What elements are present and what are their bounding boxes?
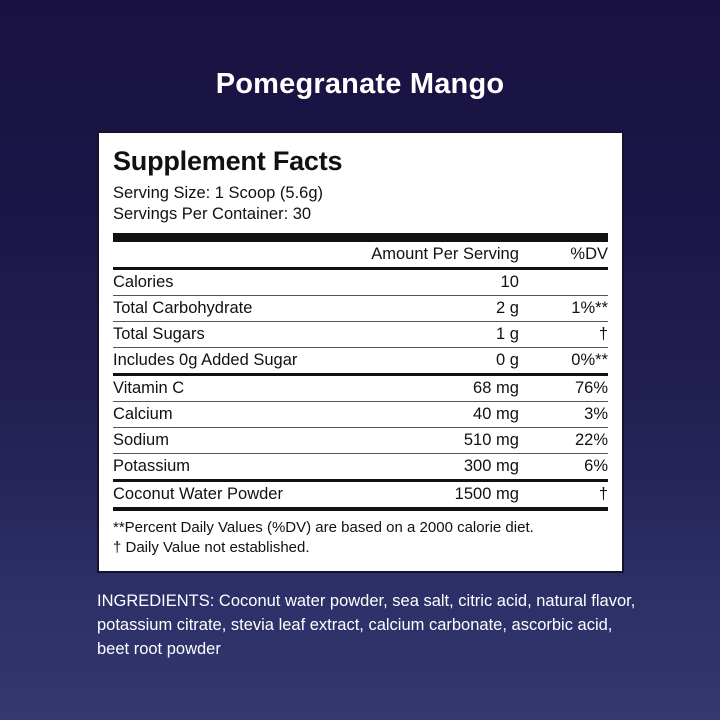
table-row	[113, 269, 608, 296]
table-row	[113, 481, 608, 508]
nutrient-name: Potassium	[113, 454, 370, 481]
page-title: Pomegranate Mango	[215, 68, 505, 100]
nutrient-amount: 1 g	[370, 322, 519, 348]
nutrient-dv: 76%	[519, 375, 608, 402]
nutrient-dv: 0%**	[519, 348, 608, 375]
table-row	[113, 296, 608, 322]
header-amount-per-serving: Amount Per Serving	[371, 245, 519, 264]
nutrient-name: Includes 0g Added Sugar	[113, 348, 370, 375]
nutrient-amount: 510 mg	[370, 428, 519, 454]
nutrient-name: Coconut Water Powder	[113, 481, 370, 508]
table-row	[113, 454, 608, 481]
nutrition-table	[113, 242, 608, 507]
nutrient-dv	[519, 269, 608, 296]
servings-per-container: Servings Per Container: 30	[113, 205, 312, 224]
footnotes	[113, 511, 608, 559]
nutrient-amount: 2 g	[370, 296, 519, 322]
divider-thick	[113, 233, 608, 242]
supplement-facts-panel	[97, 131, 624, 573]
table-row	[113, 402, 608, 428]
nutrient-dv: 6%	[519, 454, 608, 481]
nutrition-table-body	[113, 242, 608, 507]
nutrient-amount: 1500 mg	[370, 481, 519, 508]
table-row	[113, 375, 608, 402]
nutrient-dv: †	[519, 481, 608, 508]
table-row	[113, 348, 608, 375]
table-row	[113, 322, 608, 348]
nutrient-amount: 0 g	[370, 348, 519, 375]
header-blank	[113, 242, 370, 269]
nutrient-dv: †	[519, 322, 608, 348]
nutrient-dv: 1%**	[519, 296, 608, 322]
table-header-row	[113, 242, 608, 269]
panel-title: Supplement Facts	[113, 146, 343, 176]
footnote-percent-daily-value: **Percent Daily Values (%DV) are based on a 2000 calorie diet.	[113, 519, 534, 537]
nutrient-amount: 10	[370, 269, 519, 296]
serving-size: Serving Size: 1 Scoop (5.6g)	[113, 183, 324, 202]
nutrient-dv: 3%	[519, 402, 608, 428]
nutrient-amount: 68 mg	[370, 375, 519, 402]
header-dv: %DV	[570, 245, 608, 264]
table-row	[113, 428, 608, 454]
nutrient-name: Vitamin C	[113, 375, 370, 402]
nutrient-name: Calories	[113, 269, 370, 296]
nutrient-name: Sodium	[113, 428, 370, 454]
footnote-daily-value-not-established: † Daily Value not established.	[113, 539, 310, 557]
nutrient-name: Calcium	[113, 402, 370, 428]
ingredients-text: INGREDIENTS: Coconut water powder, sea salt, citric acid, natural flavor, potassium citrate, stevia leaf extract, calcium carbonate, ascorbic acid, beet root powder	[97, 592, 636, 658]
nutrient-amount: 300 mg	[370, 454, 519, 481]
nutrient-name: Total Carbohydrate	[113, 296, 370, 322]
nutrient-dv: 22%	[519, 428, 608, 454]
nutrient-amount: 40 mg	[370, 402, 519, 428]
nutrient-name: Total Sugars	[113, 322, 370, 348]
